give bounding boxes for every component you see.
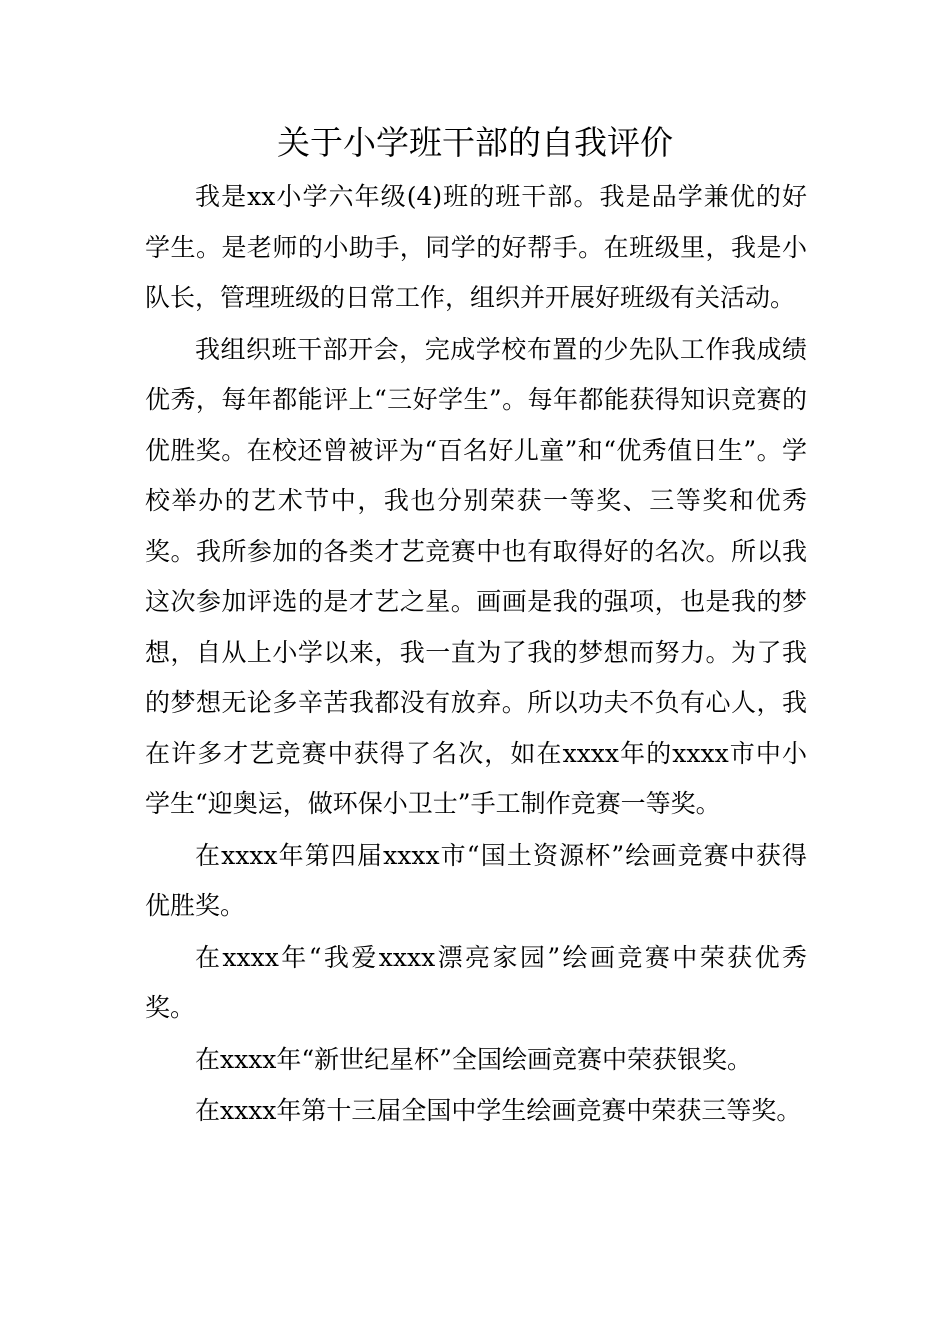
paragraph-intro: 我是xx小学六年级(4)班的班干部。我是品学兼优的好学生。是老师的小助手，同学的好帮手。在班级里，我是小队长，管理班级的日常工作，组织并开展好班级有关活动。 xyxy=(145,182,807,312)
paragraph-award-land-resources: 在xxxx年第四届xxxx市“国土资源杯”绘画竞赛中获得优胜奖。 xyxy=(145,840,807,920)
paragraph-award-national: 在xxxx年第十三届全国中学生绘画竞赛中荣获三等奖。 xyxy=(195,1096,802,1125)
paragraph-award-new-century: 在xxxx年“新世纪星杯”全国绘画竞赛中荣获银奖。 xyxy=(195,1044,752,1074)
paragraph-award-home: 在xxxx年“我爱xxxx漂亮家园”绘画竞赛中荣获优秀奖。 xyxy=(145,942,807,1022)
document-body xyxy=(145,172,807,1137)
document-title: 关于小学班干部的自我评价 xyxy=(277,123,673,162)
paragraph-achievements: 我组织班干部开会，完成学校布置的少先队工作我成绩优秀，每年都能评上“三好学生”。每年都能获得知识竞赛的优胜奖。在校还曾被评为“百名好儿童”和“优秀值日生”。学校举办的艺术节中，我也分别荣获一等奖、三等奖和优秀奖。我所参加的各类才艺竞赛中也有取得好的名次。所以我这次参加评选的是才艺之星。画画是我的强项，也是我的梦想，自从上小学以来，我一直为了我的梦想而努力。为了我的梦想无论多辛苦我都没有放弃。所以功夫不负有心人，我在许多才艺竞赛中获得了名次，如在xxxx年的xxxx市中小学生“迎奥运，做环保小卫士”手工制作竞赛一等奖。 xyxy=(145,334,807,818)
